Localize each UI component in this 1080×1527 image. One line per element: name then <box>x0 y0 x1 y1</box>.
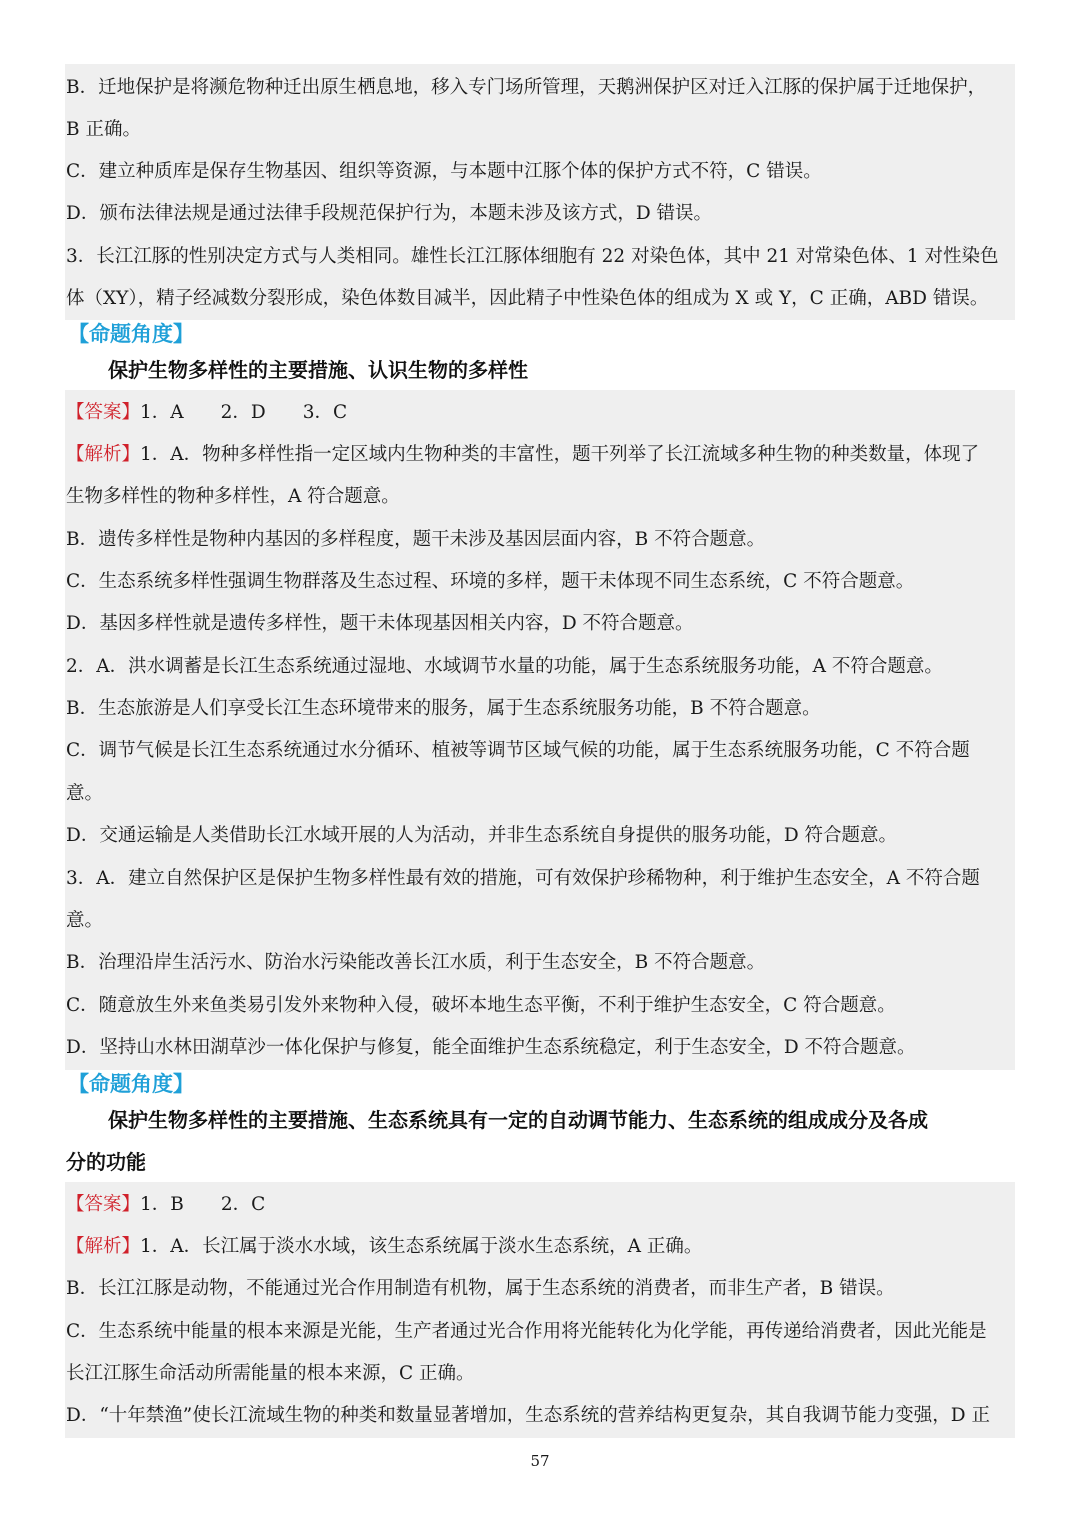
analysis-line <box>66 1234 1012 1260</box>
text-line: C．随意放生外来鱼类易引发外来物种入侵，破坏本地生态平衡，不利于维护生态安全，C 符合题意。 <box>66 995 896 1016</box>
analysis-line <box>66 442 1012 468</box>
text-line: C．生态系统多样性强调生物群落及生态过程、环境的多样，题干未体现不同生态系统，C 不符合题意。 <box>66 571 915 592</box>
answer-text: 1．A 2．D 3．C <box>140 402 348 423</box>
text-line: B．生态旅游是人们享受长江生态环境带来的服务，属于生态系统服务功能，B 不符合题意。 <box>66 698 821 719</box>
page-number: 57 <box>530 1452 550 1470</box>
text-line: 长江江豚生命活动所需能量的根本来源，C 正确。 <box>66 1363 475 1384</box>
text-line: 3．长江江豚的性别决定方式与人类相同。雄性长江江豚体细胞有 22 对染色体，其中 21 对常染色体、1 对性染色 <box>66 246 999 267</box>
analysis-tag: 【解析】 <box>66 1236 141 1257</box>
answer-tag: 【答案】 <box>66 402 141 423</box>
answer-text: 1．B 2．C <box>140 1194 266 1215</box>
text-line: B．长江江豚是动物，不能通过光合作用制造有机物，属于生态系统的消费者，而非生产者，B 错误。 <box>66 1278 895 1299</box>
text-line: C．调节气候是长江生态系统通过水分循环、植被等调节区域气候的功能，属于生态系统服务功能，C 不符合题 <box>66 740 970 761</box>
analysis-tag: 【解析】 <box>66 444 141 465</box>
topic-title: 保护生物多样性的主要措施、生态系统具有一定的自动调节能力、生态系统的组成成分及各成 <box>108 1108 928 1132</box>
text-line: C．生态系统中能量的根本来源是光能，生产者通过光合作用将光能转化为化学能，再传递给消费者，因此光能是 <box>66 1321 987 1342</box>
text-line: 2．A．洪水调蓄是长江生态系统通过湿地、水域调节水量的功能，属于生态系统服务功能，A 不符合题意。 <box>66 656 943 677</box>
text-line: B．遗传多样性是物种内基因的多样程度，题干未涉及基因层面内容，B 不符合题意。 <box>66 529 766 550</box>
topic-title: 保护生物多样性的主要措施、认识生物的多样性 <box>108 358 528 382</box>
text-line: B．迁地保护是将濒危物种迁出原生栖息地，移入专门场所管理，天鹅洲保护区对迁入江豚的保护属于迁地保护， <box>66 77 987 98</box>
text-line: D．颁布法律法规是通过法律手段规范保护行为，本题未涉及该方式，D 错误。 <box>66 203 713 224</box>
text-line: D．交通运输是人类借助长江水域开展的人为活动，并非生态系统自身提供的服务功能，D 符合题意。 <box>66 825 898 846</box>
text-line: 体（XY），精子经减数分裂形成，染色体数目减半，因此精子中性染色体的组成为 X 或 Y，C 正确，ABD 错误。 <box>66 288 989 309</box>
section-heading: 【命题角度】 <box>68 1072 194 1096</box>
analysis-text: 1．A．长江属于淡水水域，该生态系统属于淡水生态系统，A 正确。 <box>140 1236 703 1257</box>
analysis-text: 1．A．物种多样性指一定区域内生物种类的丰富性，题干列举了长江流域多种生物的种类数量，体现了 <box>140 444 980 465</box>
answer-tag: 【答案】 <box>66 1194 141 1215</box>
text-line: D．“十年禁渔”使长江流域生物的种类和数量显著增加，生态系统的营养结构更复杂，其自我调节能力变强，D 正 <box>66 1405 990 1426</box>
text-line: D．基因多样性就是遗传多样性，题干未体现基因相关内容，D 不符合题意。 <box>66 613 694 634</box>
text-line: 生物多样性的物种多样性，A 符合题意。 <box>66 486 400 507</box>
topic-title-continued: 分的功能 <box>66 1150 146 1174</box>
answer-block <box>65 1182 1015 1438</box>
section-heading: 【命题角度】 <box>68 322 194 346</box>
text-line: 意。 <box>66 783 104 804</box>
text-line: B．治理沿岸生活污水、防治水污染能改善长江水质，利于生态安全，B 不符合题意。 <box>66 952 766 973</box>
text-line: B 正确。 <box>66 119 141 140</box>
answer-block-continued <box>65 64 1015 320</box>
text-line: 意。 <box>66 910 104 931</box>
text-line: D．坚持山水林田湖草沙一体化保护与修复，能全面维护生态系统稳定，利于生态安全，D 不符合题意。 <box>66 1037 916 1058</box>
text-line: 3．A．建立自然保护区是保护生物多样性最有效的措施，可有效保护珍稀物种，利于维护生态安全，A 不符合题 <box>66 868 980 889</box>
answer-line <box>66 400 1012 426</box>
answer-line <box>66 1192 1012 1218</box>
text-line: C．建立种质库是保存生物基因、组织等资源，与本题中江豚个体的保护方式不符，C 错误。 <box>66 161 822 182</box>
